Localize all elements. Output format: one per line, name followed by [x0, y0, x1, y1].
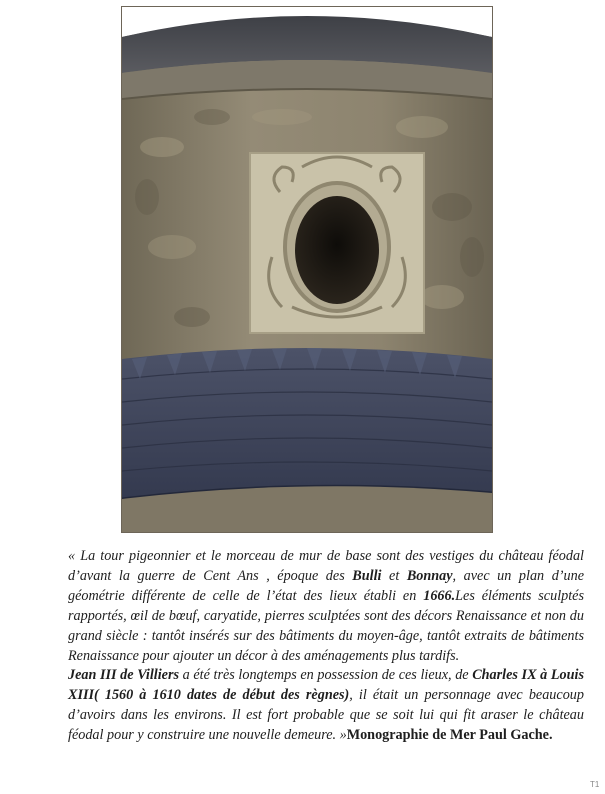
tower-photo-drawing — [122, 7, 492, 532]
caption-p2-a: a été très longtemps en possession de ces lieux, de — [179, 667, 473, 684]
caption-et: et — [381, 567, 407, 584]
year-1666: 1666. — [423, 587, 456, 604]
caption-text — [68, 547, 584, 746]
caption-p2-b: , il était un personnage avec beaucoup d’avoirs dans les environs. Il est fort probable que se soit lui qui fit araser le château féodal pour y construire une nouvelle demeure. » — [68, 687, 584, 744]
source-citation: Monographie de Mer Paul Gache. — [346, 727, 553, 744]
caption-p1-b: , avec un plan d’une géométrie différente de celle de l’état des lieux établi en — [68, 567, 584, 604]
slate-apron — [122, 348, 492, 499]
oculus-opening — [295, 196, 379, 304]
name-jean-iii: Jean III de Villiers — [68, 667, 179, 684]
tower-photo — [121, 6, 493, 533]
corner-mark: T1 — [590, 780, 600, 789]
reigns-dates: Charles IX à Louis XIII( 1560 à 1610 dates de début des règnes) — [68, 667, 584, 704]
caption-p1-c: Les éléments sculptés rapportés, œil de bœuf, caryatide, pierres sculptées sont des décors Renaissance et non du grand siècle : tantôt insérés sur des bâtiments du moyen-âge, tantôt extraits de bâtiments Renaissance pour ajouter un décor à des aménagements plus tardifs. — [68, 587, 584, 664]
name-bulli: Bulli — [352, 567, 382, 584]
name-bonnay: Bonnay — [406, 567, 453, 584]
caption-p1-a: « La tour pigeonnier et le morceau de mur de base sont des vestiges du château féodal d’avant la guerre de Cent Ans , époque des — [68, 548, 584, 584]
